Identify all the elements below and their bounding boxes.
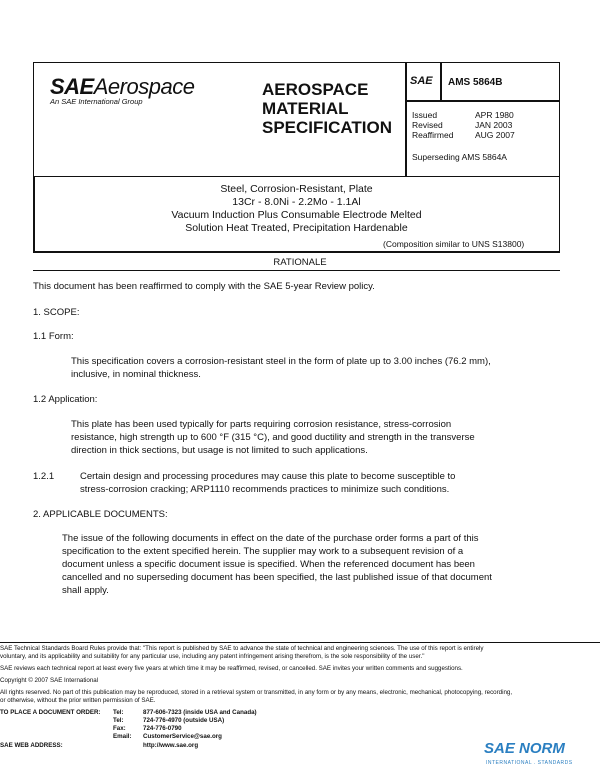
material-line-1: Steel, Corrosion-Resistant, Plate bbox=[220, 183, 373, 195]
section-2-line-2: specification to the extent specified herein. The supplier may work to a subsequent revision of a bbox=[62, 546, 464, 557]
sae-norm-subtitle: INTERNATIONAL . STANDARDS bbox=[486, 760, 573, 766]
section-2-line-5: shall apply. bbox=[62, 585, 109, 596]
title-line-2: MATERIAL bbox=[262, 99, 349, 118]
sae-norm-logo: SAE NORM bbox=[484, 740, 565, 757]
title-line-3: SPECIFICATION bbox=[262, 118, 393, 137]
header-divider-horizontal bbox=[405, 100, 560, 102]
fax-label: Fax: bbox=[113, 725, 126, 732]
section-1-2-1-line-1: Certain design and processing procedures may cause this plate to become susceptible to bbox=[80, 471, 456, 482]
section-2-line-1: The issue of the following documents in effect on the date of the purchase order forms a part of this bbox=[62, 533, 479, 544]
material-line-3: Vacuum Induction Plus Consumable Electrode Melted bbox=[171, 209, 422, 221]
order-label: TO PLACE A DOCUMENT ORDER: bbox=[0, 709, 101, 716]
footer-rights bbox=[0, 689, 600, 705]
footer-rules-line-1: SAE Technical Standards Board Rules provide that: "This report is published by SAE to advance the state of technical and engineering sciences. The use of this report is entirely bbox=[0, 645, 484, 652]
issued-value: APR 1980 bbox=[475, 110, 514, 120]
section-1-2-heading: 1.2 Application: bbox=[33, 394, 98, 405]
material-line-4: Solution Heat Treated, Precipitation Hardenable bbox=[185, 222, 408, 234]
footer-rules-line-2: voluntary, and its applicability and suitability for any particular use, including any patent infringement arising therefrom, is the sole responsibility of the user." bbox=[0, 653, 425, 660]
tel2-label: Tel: bbox=[113, 717, 124, 724]
footer-rights-line-2: or otherwise, without the prior written permission of SAE. bbox=[0, 697, 156, 704]
section-1-1-heading: 1.1 Form: bbox=[33, 331, 74, 342]
section-1-2-line-3: direction in thick sections, but usage is not limited to such applications. bbox=[71, 445, 368, 456]
page-title bbox=[262, 80, 392, 137]
rationale-divider bbox=[33, 270, 560, 271]
logo-aerospace: Aerospace bbox=[93, 74, 195, 99]
reaffirmed-value: AUG 2007 bbox=[475, 130, 515, 140]
issued-label: Issued bbox=[412, 110, 438, 120]
revised-value: JAN 2003 bbox=[475, 120, 513, 130]
email-value[interactable]: CustomerService@sae.org bbox=[143, 733, 222, 740]
section-1-2-1-text bbox=[80, 470, 455, 496]
section-1-heading: 1. SCOPE: bbox=[33, 307, 80, 318]
footer-rules bbox=[0, 645, 600, 661]
web-label: SAE WEB ADDRESS: bbox=[0, 742, 63, 749]
header-divider bbox=[405, 62, 407, 177]
ams-number: AMS 5864B bbox=[448, 77, 503, 88]
section-1-2-1-number: 1.2.1 bbox=[33, 471, 55, 482]
superseding-text: Superseding AMS 5864A bbox=[412, 152, 507, 162]
section-1-2-line-2: resistance, high strength up to 600 °F (315 °C), and good ductility and strength in the transverse bbox=[71, 432, 475, 443]
rationale-heading: RATIONALE bbox=[273, 257, 327, 268]
rationale-text: This document has been reaffirmed to comply with the SAE 5-year Review policy. bbox=[33, 281, 375, 292]
section-1-2-1-line-2: stress-corrosion cracking; ARP1110 recommends practices to minimize such conditions. bbox=[80, 484, 450, 495]
tel2-value[interactable]: 724-776-4970 (outside USA) bbox=[143, 717, 225, 724]
section-2-line-3: document unless a specific document issue is specified. When the referenced document has been bbox=[62, 559, 475, 570]
section-2-text bbox=[62, 532, 492, 597]
logo-subtitle: An SAE International Group bbox=[50, 97, 143, 106]
composition-note: (Composition similar to UNS S13800) bbox=[383, 239, 525, 249]
section-1-1-text bbox=[71, 355, 491, 381]
footer-review: SAE reviews each technical report at least every five years at which time it may be reaffirmed, revised, or cancelled. SAE invites your written comments and suggestions. bbox=[0, 665, 463, 672]
section-1-2-text bbox=[71, 418, 475, 457]
section-2-line-4: cancelled and no superseding document has been specified, the last published issue of that document bbox=[62, 572, 492, 583]
footer-divider bbox=[0, 642, 600, 643]
section-2-heading: 2. APPLICABLE DOCUMENTS: bbox=[33, 509, 168, 520]
reaffirmed-label: Reaffirmed bbox=[412, 130, 454, 140]
tel1-value[interactable]: 877-606-7323 (inside USA and Canada) bbox=[143, 709, 257, 716]
material-box-bottom bbox=[33, 251, 560, 253]
title-line-1: AEROSPACE bbox=[262, 80, 369, 99]
tel1-label: Tel: bbox=[113, 709, 124, 716]
section-1-2-line-1: This plate has been used typically for parts requiring corrosion resistance, stress-corrosion bbox=[71, 419, 452, 430]
section-1-1-line-1: This specification covers a corrosion-resistant steel in the form of plate up to 3.00 inches (76.2 mm), bbox=[71, 356, 491, 367]
revised-label: Revised bbox=[412, 120, 443, 130]
email-label: Email: bbox=[113, 733, 132, 740]
footer-rights-line-1: All rights reserved. No part of this publication may be reproduced, stored in a retrieval system or transmitted, in any form or by any means, electronic, mechanical, photocopying, recording, bbox=[0, 689, 513, 696]
sae-mark: SAE bbox=[410, 75, 433, 87]
material-title bbox=[33, 183, 560, 235]
fax-value: 724-776-0790 bbox=[143, 725, 182, 732]
web-link[interactable]: http://www.sae.org bbox=[143, 742, 199, 749]
footer-copyright: Copyright © 2007 SAE International bbox=[0, 677, 99, 684]
logo-sae: SAE bbox=[50, 74, 94, 99]
section-1-1-line-2: inclusive, in nominal thickness. bbox=[71, 369, 201, 380]
material-line-2: 13Cr - 8.0Ni - 2.2Mo - 1.1Al bbox=[232, 196, 361, 208]
header-divider-small bbox=[440, 62, 442, 100]
